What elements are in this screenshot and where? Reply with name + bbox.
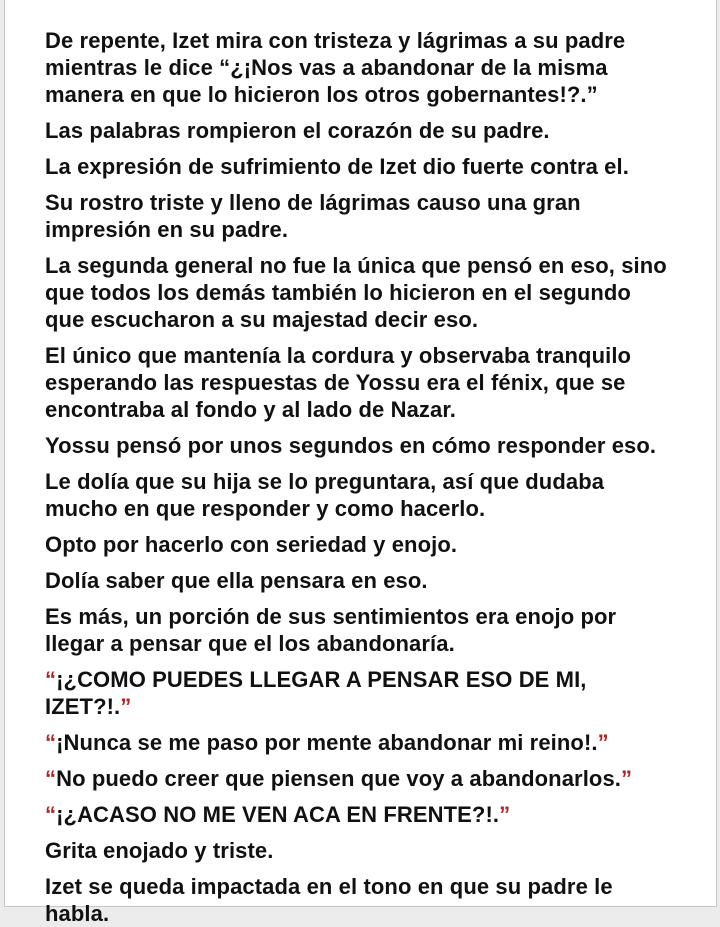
dialogue-text: No puedo creer que piensen que voy a abandonarlos. bbox=[56, 766, 622, 791]
open-quote: “ bbox=[45, 730, 57, 755]
open-quote: “ bbox=[45, 802, 57, 827]
dialogue-paragraph bbox=[45, 666, 674, 720]
close-quote: ” bbox=[597, 730, 609, 755]
close-quote: ” bbox=[120, 694, 132, 719]
narration-paragraph: Su rostro triste y lleno de lágrimas causo una gran impresión en su padre. bbox=[45, 190, 581, 242]
open-quote: “ bbox=[45, 766, 57, 791]
narration-paragraph: La expresión de sufrimiento de Izet dio fuerte contra el. bbox=[45, 154, 629, 179]
narration-paragraph: La segunda general no fue la única que pensó en eso, sino que todos los demás también lo hicieron en el segundo que escucharon a su majestad decir eso. bbox=[45, 253, 667, 332]
dialogue-paragraph bbox=[45, 765, 674, 792]
reader-page bbox=[4, 0, 717, 926]
open-quote: “ bbox=[45, 667, 57, 692]
story-text bbox=[5, 0, 716, 927]
narration-paragraph: Le dolía que su hija se lo preguntara, así que dudaba mucho en que responder y como hacerlo. bbox=[45, 469, 605, 521]
narration-paragraph: Izet se queda impactada en el tono en que su padre le habla. bbox=[45, 874, 613, 926]
dialogue-text: ¡Nunca se me paso por mente abandonar mi reino!. bbox=[56, 730, 598, 755]
dialogue-paragraph bbox=[45, 729, 674, 756]
narration-paragraph: De repente, Izet mira con tristeza y lágrimas a su padre mientras le dice “¿¡Nos vas a abandonar de la misma manera en que lo hicieron los otros gobernantes!?.” bbox=[45, 28, 626, 107]
narration-paragraph: Opto por hacerlo con seriedad y enojo. bbox=[45, 532, 458, 557]
close-quote: ” bbox=[621, 766, 633, 791]
close-quote: ” bbox=[499, 802, 511, 827]
narration-paragraph: Yossu pensó por unos segundos en cómo responder eso. bbox=[45, 433, 657, 458]
dialogue-text: ¡¿COMO PUEDES LLEGAR A PENSAR ESO DE MI, IZET?!. bbox=[45, 667, 587, 719]
dialogue-text: ¡¿ACASO NO ME VEN ACA EN FRENTE?!. bbox=[56, 802, 500, 827]
narration-paragraph: Grita enojado y triste. bbox=[45, 838, 274, 863]
narration-paragraph: Las palabras rompieron el corazón de su padre. bbox=[45, 118, 550, 143]
narration-paragraph: Dolía saber que ella pensara en eso. bbox=[45, 568, 428, 593]
narration-paragraph: El único que mantenía la cordura y observaba tranquilo esperando las respuestas de Yossu era el fénix, que se encontraba al fondo y al lado de Nazar. bbox=[45, 343, 632, 422]
narration-paragraph: Es más, un porción de sus sentimientos era enojo por llegar a pensar que el los abandonaría. bbox=[45, 604, 617, 656]
dialogue-paragraph bbox=[45, 801, 674, 828]
